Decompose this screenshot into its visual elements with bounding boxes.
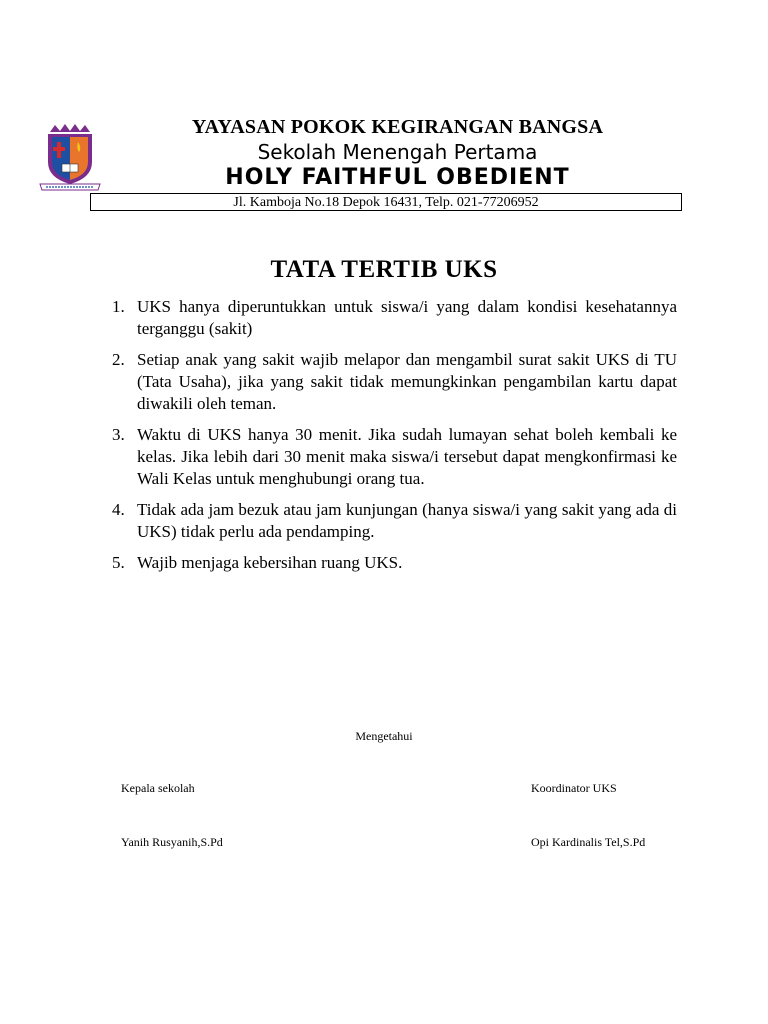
list-item: [112, 349, 677, 415]
list-item: [112, 296, 677, 340]
school-type: Sekolah Menengah Pertama: [257, 140, 538, 164]
rule-number: 1.: [112, 297, 125, 316]
rule-text: UKS hanya diperuntukkan untuk siswa/i yang dalam kondisi kesehatannya terganggu (sakit): [137, 297, 677, 338]
rule-number: 5.: [112, 553, 125, 572]
rule-number: 2.: [112, 350, 125, 369]
list-item: [112, 499, 677, 543]
rules-list: [112, 296, 677, 583]
school-name: HOLY FAITHFUL OBEDIENT: [225, 165, 570, 190]
school-crest-icon: [38, 122, 102, 194]
rule-text: Waktu di UKS hanya 30 menit. Jika sudah lumayan sehat boleh kembali ke kelas. Jika lebih dari 30 menit maka siswa/i tersebut dapat mengkonfirmasi ke Wali Kelas untuk menghubungi orang tua.: [137, 425, 677, 488]
document-title: TATA TERTIB UKS: [270, 256, 498, 283]
acknowledged-label: Mengetahui: [355, 729, 413, 743]
rule-text: Tidak ada jam bezuk atau jam kunjungan (hanya siswa/i yang sakit yang ada di UKS) tidak perlu ada pendamping.: [137, 500, 677, 541]
principal-name: Yanih Rusyanih,S.Pd: [121, 835, 223, 849]
school-address: Jl. Kamboja No.18 Depok 16431, Telp. 021-77206952: [90, 193, 682, 211]
rule-text: Setiap anak yang sakit wajib melapor dan mengambil surat sakit UKS di TU (Tata Usaha), jika yang sakit tidak memungkinkan pengambilan kartu dapat diwakili oleh teman.: [137, 350, 677, 413]
coordinator-name: Opi Kardinalis Tel,S.Pd: [531, 835, 646, 849]
list-item: [112, 552, 677, 574]
coordinator-role: Koordinator UKS: [531, 781, 617, 795]
rule-text: Wajib menjaga kebersihan ruang UKS.: [137, 553, 403, 572]
rule-number: 4.: [112, 500, 125, 519]
organization-name: YAYASAN POKOK KEGIRANGAN BANGSA: [191, 116, 604, 138]
principal-role: Kepala sekolah: [121, 781, 195, 795]
list-item: [112, 424, 677, 490]
rule-number: 3.: [112, 425, 125, 444]
